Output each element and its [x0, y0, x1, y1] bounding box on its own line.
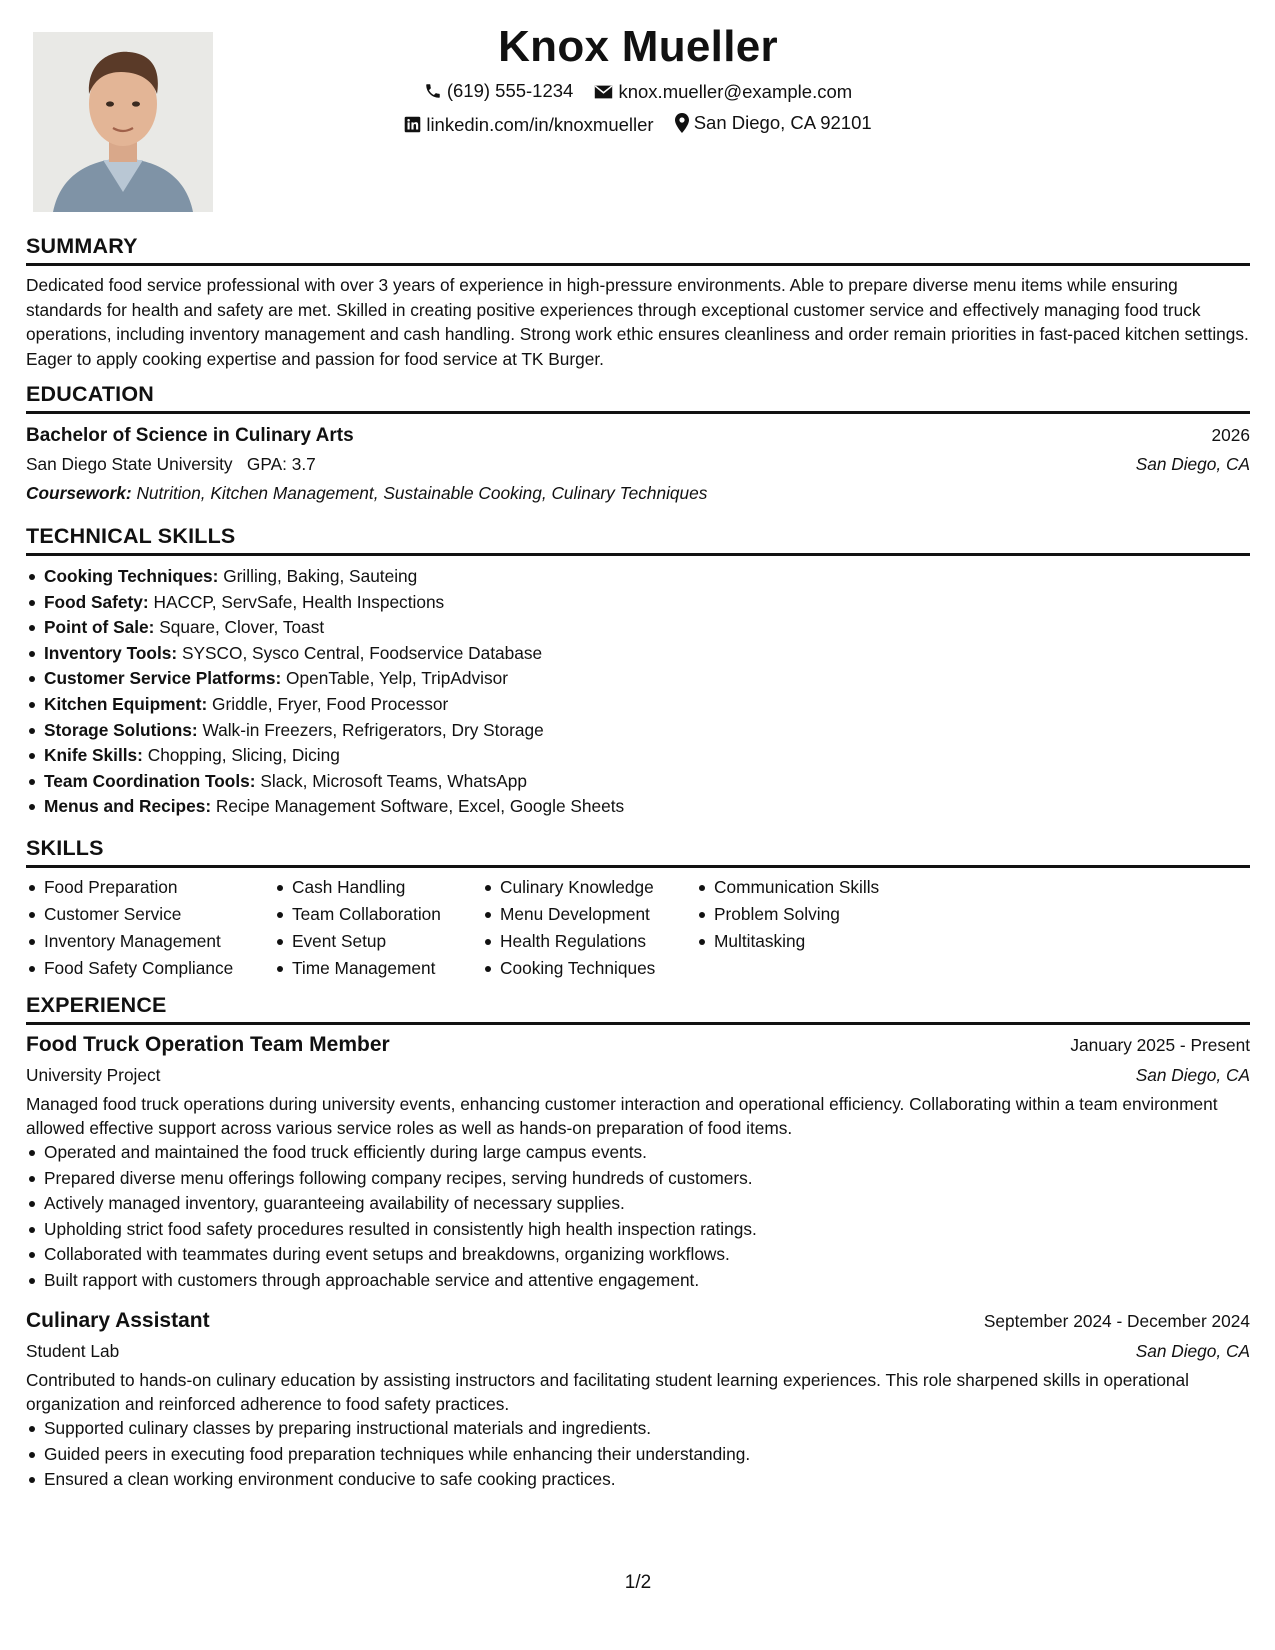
technical-skills-heading: TECHNICAL SKILLS	[26, 524, 1250, 556]
skills-column-4	[696, 874, 956, 982]
job-bullet: Upholding strict food safety procedures resulted in consistently high health inspection ratings.	[26, 1217, 1250, 1243]
skill-category: Menus and Recipes:	[44, 796, 212, 817]
technical-skill-item	[26, 794, 1250, 820]
job-title-row	[26, 1306, 1250, 1336]
skill-item: Health Regulations	[482, 928, 696, 955]
skill-item: Multitasking	[696, 928, 956, 955]
skill-item: Communication Skills	[696, 874, 956, 901]
technical-skill-item	[26, 743, 1250, 769]
linkedin-text: linkedin.com/in/knoxmueller	[426, 113, 654, 135]
technical-skill-item	[26, 564, 1250, 590]
contact-row-2	[26, 112, 1250, 138]
skill-category: Team Coordination Tools:	[44, 770, 256, 791]
job-bullet: Actively managed inventory, guaranteeing availability of necessary supplies.	[26, 1191, 1250, 1217]
skill-item: Cash Handling	[274, 874, 482, 901]
linkedin-icon	[404, 116, 421, 133]
school-name: San Diego State University	[26, 454, 233, 474]
job-description: Managed food truck operations during university events, enhancing customer interaction and operational efficiency. Collaborating within a team environment allowed effective support across various service roles as well as hands-on preparation of food items.	[26, 1094, 1218, 1138]
technical-skill-item	[26, 769, 1250, 795]
education-school-row	[26, 450, 1250, 479]
candidate-name: Knox Mueller	[498, 22, 778, 71]
experience-heading: EXPERIENCE	[26, 993, 1250, 1025]
location-contact	[675, 112, 872, 134]
experience-entry	[26, 1030, 1250, 1294]
job-bullet: Prepared diverse menu offerings following company recipes, serving hundreds of customers.	[26, 1166, 1250, 1192]
technical-skills-section	[26, 564, 1250, 820]
experience-entry	[26, 1306, 1250, 1493]
phone-icon	[424, 82, 442, 100]
skill-item: Menu Development	[482, 901, 696, 928]
job-organization: University Project	[26, 1065, 161, 1085]
technical-skills-list	[26, 564, 1250, 820]
skill-category: Inventory Tools:	[44, 642, 178, 663]
job-bullets	[26, 1140, 1250, 1294]
job-bullets	[26, 1416, 1250, 1493]
job-dates: September 2024 - December 2024	[983, 1311, 1250, 1331]
technical-skill-item	[26, 666, 1250, 692]
skills-section	[26, 874, 1250, 982]
technical-skill-item	[26, 590, 1250, 616]
page-number: 1/2	[624, 1572, 652, 1593]
education-section	[26, 421, 1250, 508]
map-pin-icon	[675, 113, 689, 133]
skill-values: Slack, Microsoft Teams, WhatsApp	[260, 770, 528, 791]
skill-category: Cooking Techniques:	[44, 566, 219, 586]
skill-item: Food Preparation	[26, 874, 274, 901]
technical-skill-item	[26, 641, 1250, 667]
job-dates: January 2025 - Present	[1070, 1035, 1250, 1055]
job-description: Contributed to hands-on culinary education by assisting instructors and facilitating student learning experiences. This role sharpened skills in operational organization and reinforced adherence to food safety practices.	[26, 1370, 1189, 1414]
job-title: Culinary Assistant	[26, 1309, 210, 1332]
location-text: San Diego, CA 92101	[693, 112, 872, 133]
job-org-row	[26, 1060, 1250, 1090]
graduation-year: 2026	[1211, 425, 1250, 445]
skill-values: SYSCO, Sysco Central, Foodservice Database	[181, 642, 543, 663]
envelope-icon	[594, 84, 613, 100]
coursework-list: Nutrition, Kitchen Management, Sustainable Cooking, Culinary Techniques	[136, 483, 708, 503]
email-contact[interactable]	[594, 81, 852, 103]
skill-item: Problem Solving	[696, 901, 956, 928]
job-bullet: Built rapport with customers through approachable service and attentive engagement.	[26, 1268, 1250, 1294]
school-info	[26, 450, 316, 479]
skill-item: Food Safety Compliance	[26, 955, 274, 982]
skill-category: Kitchen Equipment:	[44, 693, 208, 714]
contact-row-1	[26, 80, 1250, 105]
job-bullet: Guided peers in executing food preparation techniques while enhancing their understanding.	[26, 1442, 1250, 1468]
skills-heading: SKILLS	[26, 836, 1250, 868]
skill-values: Grilling, Baking, Sauteing	[223, 566, 418, 586]
job-title: Food Truck Operation Team Member	[26, 1033, 390, 1056]
job-bullet: Collaborated with teammates during event setups and breakdowns, organizing workflows.	[26, 1242, 1250, 1268]
job-location: San Diego, CA	[1135, 1065, 1250, 1085]
summary-text: Dedicated food service professional with over 3 years of experience in high-pressure environments. Able to prepare diverse menu items while ensuring standards for health and safety are met. Skilled in creating positive experiences through exceptional customer service and effectively managing food truck operations, including inventory management and cash handling. Strong work ethic ensures cleanliness and order remain priorities in fast-paced kitchen settings. Eager to apply cooking expertise and passion for food service at TK Burger.	[26, 275, 1249, 369]
skill-values: HACCP, ServSafe, Health Inspections	[153, 591, 445, 612]
skill-category: Knife Skills:	[44, 745, 143, 766]
skill-item: Inventory Management	[26, 928, 274, 955]
skill-item: Customer Service	[26, 901, 274, 928]
gpa: GPA: 3.7	[246, 454, 316, 474]
skill-item: Team Collaboration	[274, 901, 482, 928]
education-degree-row	[26, 421, 1250, 450]
skill-values: OpenTable, Yelp, TripAdvisor	[286, 668, 508, 689]
skill-item: Event Setup	[274, 928, 482, 955]
job-organization: Student Lab	[26, 1341, 120, 1361]
coursework-label: Coursework:	[26, 483, 132, 503]
skill-item: Time Management	[274, 955, 482, 982]
skills-column-2	[274, 874, 482, 982]
skill-category: Customer Service Platforms:	[44, 668, 282, 689]
skill-category: Point of Sale:	[44, 617, 155, 638]
technical-skill-item	[26, 692, 1250, 718]
job-org-row	[26, 1336, 1250, 1366]
job-bullet: Supported culinary classes by preparing instructional materials and ingredients.	[26, 1416, 1250, 1442]
education-location: San Diego, CA	[1135, 454, 1250, 474]
skills-column-3	[482, 874, 696, 982]
skills-column-1	[26, 874, 274, 982]
skill-item: Cooking Techniques	[482, 955, 696, 982]
phone-text: (619) 555-1234	[446, 80, 574, 101]
summary-heading: SUMMARY	[26, 234, 1250, 266]
linkedin-contact[interactable]	[404, 114, 653, 136]
skill-values: Recipe Management Software, Excel, Google Sheets	[215, 796, 625, 817]
degree: Bachelor of Science in Culinary Arts	[26, 425, 354, 446]
phone-contact[interactable]	[424, 80, 574, 102]
coursework	[26, 479, 1250, 508]
skill-values: Square, Clover, Toast	[159, 617, 325, 638]
skill-values: Chopping, Slicing, Dicing	[147, 745, 340, 766]
job-bullet: Ensured a clean working environment conducive to safe cooking practices.	[26, 1467, 1250, 1493]
skill-category: Food Safety:	[44, 591, 149, 612]
technical-skill-item	[26, 615, 1250, 641]
technical-skill-item	[26, 718, 1250, 744]
education-heading: EDUCATION	[26, 382, 1250, 414]
job-bullet: Operated and maintained the food truck efficiently during large campus events.	[26, 1140, 1250, 1166]
skill-values: Walk-in Freezers, Refrigerators, Dry Storage	[202, 719, 544, 740]
email-text: knox.mueller@example.com	[618, 81, 853, 102]
skill-item: Culinary Knowledge	[482, 874, 696, 901]
job-title-row	[26, 1030, 1250, 1060]
summary-section	[26, 273, 1250, 371]
skill-category: Storage Solutions:	[44, 719, 198, 740]
skill-values: Griddle, Fryer, Food Processor	[212, 693, 449, 714]
job-location: San Diego, CA	[1135, 1341, 1250, 1361]
resume-page	[26, 0, 1250, 1650]
